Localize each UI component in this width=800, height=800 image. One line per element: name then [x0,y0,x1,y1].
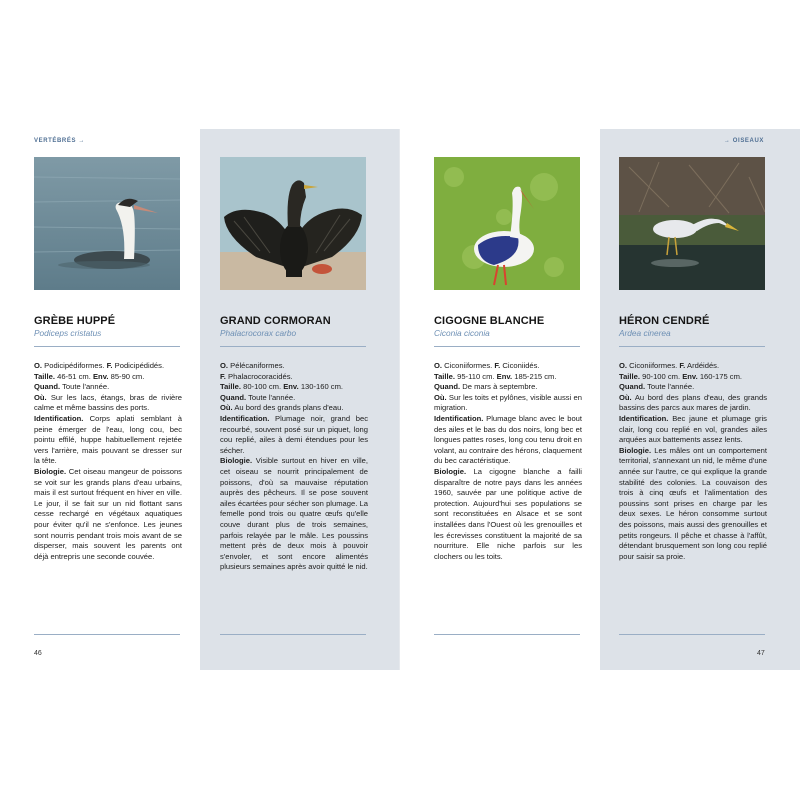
where-label: Où. [434,392,447,402]
order-value: Ciconiiformes. [444,361,493,370]
order-value: Ciconiiformes. [629,361,678,370]
where-label: Où. [220,403,233,413]
species-card-cormorant [220,157,368,573]
when-value: De mars à septembre. [462,382,538,392]
bottom-rule-3 [434,634,580,635]
species-facts [220,361,368,573]
when-label: Quand. [619,382,646,392]
biology-value: Visible surtout en hiver en ville, cet oiseau se nourrit principalement de poissons, d'où sa mauvaise réputation auprès des pêcheurs. Il se pose souvent ailes écartées pour sécher son plumage. La femelle pond trois ou quatre œufs qu'elle couve durant plus de trois semaines, parfois relayée par le mâle. Les poussins mettent près de deux mois à pouvoir s'envoler, et sont encore alimentés plusieurs semaines après avoir quitté le nid. [220,456,368,572]
where-label: Où. [34,392,47,402]
size-label: Taille. [220,382,241,392]
wingspan-label: Env. [283,382,299,392]
species-latin-name: Ciconia ciconia [434,328,490,338]
identification-value: Plumage blanc avec le bout des ailes et le bas du dos noirs, long bec et longues pattes roses, long cou tenu droit en volant, au contraire des hérons, claquement du bec caractéristique. [434,413,582,466]
book-gutter [399,129,400,670]
heron-photo [619,157,765,290]
when-label: Quand. [434,382,461,392]
biology-label: Biologie. [434,466,467,476]
identification-label: Identification. [34,413,84,423]
bottom-rule-1 [34,634,180,635]
biology-value: Les mâles ont un comportement territorial, s'annexant un nid, le même d'une année sur l'autre, ce qui explique la grande stabilité des colonies. La couvaison des trois à cinq œufs et l'alimentation des poussins sont prises en charge par les deux sexes. Le héron consomme surtout des poissons, mais aussi des grenouilles et petits rongeurs. Il pêche et chasse à l'affût, détendant brusquement son long cou replié pour saisir sa proie. [619,445,767,561]
biology-value: La cigogne blanche a failli disparaître de notre pays dans les années 1960, sauvée par une politique active de protection. Aujourd'hui ses populations se sont reconstituées en Alsace et se sont installées dans l'Ouest où les grenouilles et les écrevisses constituent la majorité de sa nourriture. Elle niche parfois sur les clochers ou les toits. [434,466,582,561]
stork-image [434,157,580,290]
when-value: Toute l'année. [62,382,110,392]
divider [220,346,366,347]
where-value: Sur les lacs, étangs, bras de rivière calme et même bassins des ports. [34,392,182,413]
family-value: Phalacrocoracidés. [228,371,293,381]
bottom-rule-2 [220,634,366,635]
species-latin-name: Ardea cinerea [619,328,671,338]
cormorant-photo [220,157,366,290]
running-title-right: → OISEAUX [723,138,764,144]
divider [34,346,180,347]
biology-label: Biologie. [34,466,67,476]
size-label: Taille. [34,371,55,381]
species-facts [619,361,767,562]
family-value: Ardéidés. [687,361,720,370]
size-value: 80-100 cm. [243,382,282,392]
grebe-image [34,157,180,290]
order-label: O. [434,361,443,370]
stork-photo [434,157,580,290]
species-card-stork [434,157,582,562]
wingspan-label: Env. [496,371,513,381]
grebe-photo [34,157,180,290]
where-label: Où. [619,392,632,402]
order-label: O. [619,361,628,370]
identification-label: Identification. [220,413,270,423]
identification-value: Plumage noir, grand bec recourbé, souvent posé sur un piquet, long cou replié, ailes à demi étendues pour les sécher. [220,413,368,455]
page-number-left: 46 [34,650,42,657]
biology-label: Biologie. [619,445,652,455]
species-latin-name: Podiceps cristatus [34,328,102,338]
species-name: HÉRON CENDRÉ [619,315,710,327]
where-value: Au bord des plans d'eau, des grands bassins des parcs aux mares de jardin. [619,392,767,413]
species-name: GRAND CORMORAN [220,315,331,327]
species-facts [34,361,182,562]
size-value: 95-110 cm. [457,371,495,381]
where-value: Sur les toits et pylônes, visible aussi en migration. [434,392,582,413]
size-value: 46-51 cm. [57,371,91,381]
size-label: Taille. [434,371,455,381]
where-value: Au bord des grands plans d'eau. [234,403,344,413]
order-label: O. [220,361,229,370]
family-label: F. [494,361,501,370]
family-label: F. [106,361,113,370]
wingspan-label: Env. [92,371,109,381]
species-card-grebe [34,157,182,562]
family-label: F. [679,361,686,370]
bottom-rule-4 [619,634,765,635]
family-value: Ciconiidés. [502,361,540,370]
species-facts [434,361,582,562]
when-label: Quand. [220,392,247,402]
biology-value: Cet oiseau mangeur de poissons se voit sur les grands plans d'eau urbains, mais il est surtout fréquent en hiver en ville. Le jour, il se fait sur un nid flottant sans cesse rechargé en végétaux aquatiques pour éviter qu'il ne s'enfonce. Les jeunes sont nourris pendant trois mois avant de se disperser, mais souvent les parents ont déjà entrepris une seconde couvée. [34,466,182,561]
when-label: Quand. [34,382,61,392]
order-value: Podicipédiformes. [44,361,105,370]
family-value: Podicipédidés. [114,361,165,370]
order-value: Pélécaniformes. [230,361,285,370]
size-label: Taille. [619,371,640,381]
wingspan-value: 185-215 cm. [514,371,557,381]
cormorant-image [220,157,366,290]
divider [434,346,580,347]
wingspan-value: 85-90 cm. [110,371,145,381]
species-name: CIGOGNE BLANCHE [434,315,545,327]
order-label: O. [34,361,43,370]
identification-label: Identification. [434,413,484,423]
running-title-left: VERTÉBRÉS → [34,138,85,144]
identification-label: Identification. [619,413,669,423]
wingspan-value: 130-160 cm. [300,382,344,392]
identification-value: Corps aplati semblant à peine émerger de l'eau, long cou, bec pointu effilé, huppe habituellement rejetée vers l'arrière, mais pouvant se dresser sur la tête. [34,413,182,466]
heron-image [619,157,765,290]
size-value: 90-100 cm. [642,371,681,381]
page-number-right: 47 [757,650,765,657]
when-value: Toute l'année. [248,392,296,402]
species-card-heron [619,157,767,562]
wingspan-label: Env. [682,371,698,381]
divider [619,346,765,347]
when-value: Toute l'année. [647,382,695,392]
wingspan-value: 160-175 cm. [699,371,743,381]
identification-value: Bec jaune et plumage gris clair, long cou replié en vol, grandes ailes arquées aux battements assez lents. [619,413,767,445]
family-label: F. [220,371,226,381]
species-latin-name: Phalacrocorax carbo [220,328,297,338]
biology-label: Biologie. [220,456,253,466]
species-name: GRÈBE HUPPÉ [34,315,116,327]
